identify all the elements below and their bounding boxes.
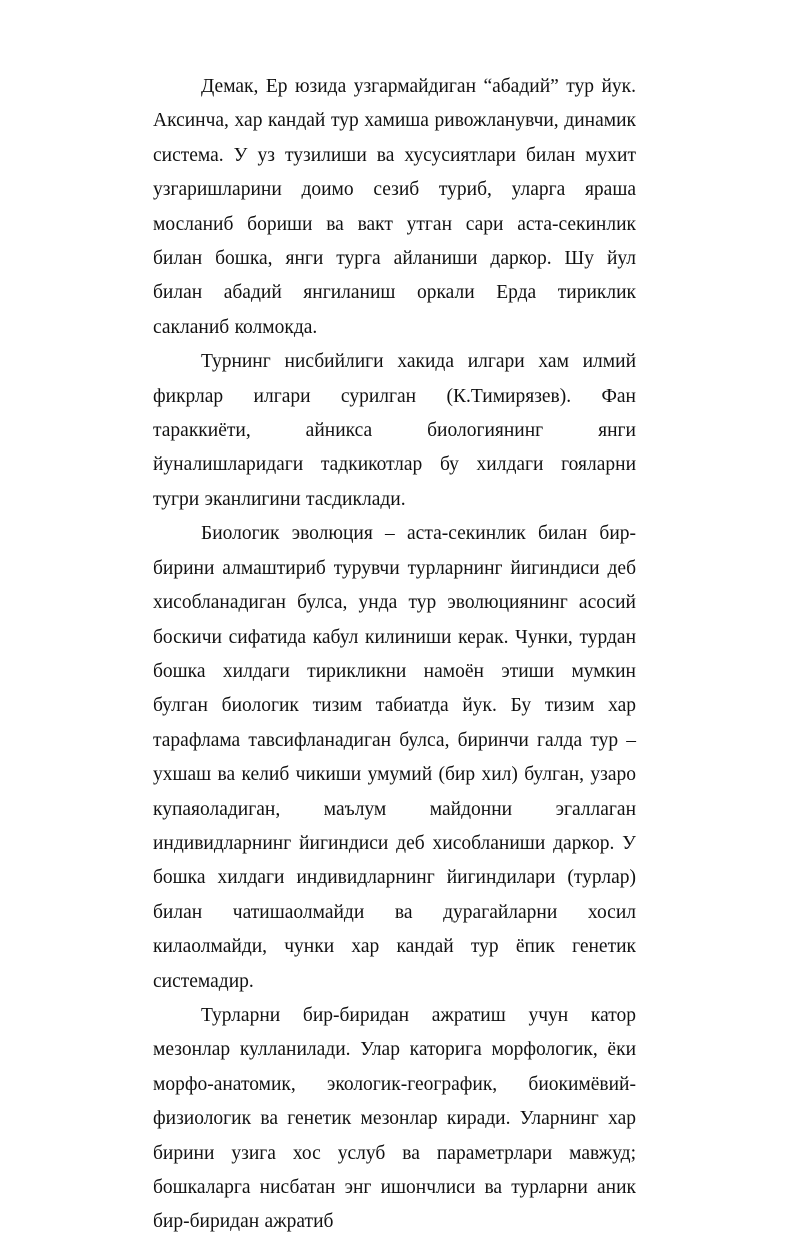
paragraph-1: Демак, Ер юзида узгармайдиган “абадий” тур йук. Аксинча, хар кандай тур хамиша ривожланувчи, динамик система. У уз тузилиши ва хусусиятлари билан мухит узгаришларини доимо сезиб туриб, уларга яраша мосланиб бориши ва вакт утган сари аста-секинлик билан бошка, янги турга айланиши даркор. Шу йул билан абадий янгиланиш оркали Ерда тириклик сакланиб колмокда. xyxy=(153,76,636,338)
paragraph-2: Турнинг нисбийлиги хакида илгари хам илмий фикрлар илгари сурилган (К.Тимирязев). Фан тараккиёти, айникса биологиянинг янги йуналишларидаги тадкикотлар бу хилдаги гояларни тугри эканлигини тасдиклади. xyxy=(153,351,636,510)
paragraph-3: Биологик эволюция – аста-секинлик билан бир-бирини алмаштириб турувчи турларнинг йигиндиси деб хисобланадиган булса, унда тур эволюциянинг асосий боскичи сифатида кабул килиниши керак. Чунки, турдан бошка хилдаги тирикликни намоён этиши мумкин булган биологик тизим табиатда йук. Бу тизим хар тарафлама тавсифланадиган булса, биринчи галда тур – ухшаш ва келиб чикиши умумий (бир хил) булган, узаро купаяоладиган, маълум майдонни эгаллаган индивидларнинг йигиндиси деб хисобланиши даркор. У бошка хилдаги индивидларнинг йигиндилари (турлар) билан чатишаолмайди ва дурагайларни хосил килаолмайди, чунки хар кандай тур ёпик генетик системадир. xyxy=(153,523,636,992)
paragraph-4: Турларни бир-биридан ажратиш учун катор мезонлар кулланилади. Улар каторига морфологик, ёки морфо-анатомик, экологик-географик, биокимёвий-физиологик ва генетик мезонлар киради. Уларнинг хар бирини узига хос услуб ва параметрлари мавжуд; бошкаларга нисбатан энг ишончлиси ва турларни аник бир-биридан ажратиб xyxy=(153,1004,636,1233)
